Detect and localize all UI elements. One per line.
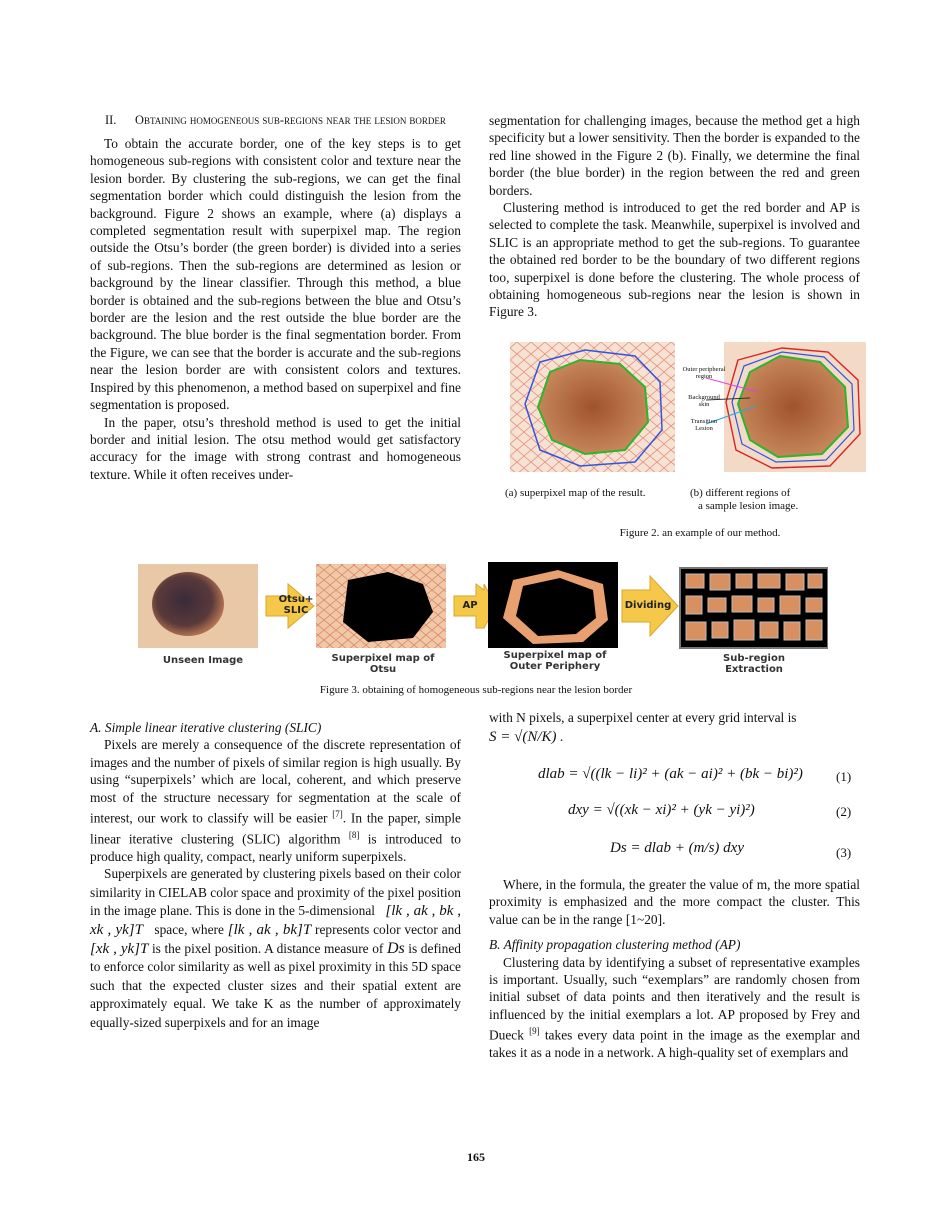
section-title: Obtaining homogeneous sub-regions near the lesion border — [135, 113, 446, 127]
section-2-continued — [489, 112, 860, 321]
arrow1-line1: Otsu+ — [278, 594, 314, 605]
section-number: II. — [105, 113, 117, 127]
arrow1-line2: SLIC — [283, 605, 309, 616]
ap-label: AP — [462, 600, 478, 611]
paragraph: In the paper, otsu’s threshold method is used to get the initial border and initial lesion. The otsu method would get satisfactory accuracy for the image with strong contrast and homogeneous texture. While it often receives under- — [90, 414, 461, 482]
paragraph: Where, in the formula, the greater the value of m, the more spatial proximity is emphasized and the more compact the cluster. This value can be in the range [1~20]. — [489, 877, 860, 927]
paragraph: Clustering method is introduced to get the red border and AP is selected to complete the task. Meanwhile, superpixel is involved and SLIC is an appropriate method to get the sub-regions. To guarantee the obtained red border to be the boundary of two different regions too, superpixel is done before the clustering. The whole process of obtaining homogeneous sub-regions near the lesion is shown in Figure 3. — [489, 200, 860, 320]
paragraph — [90, 865, 461, 1032]
figure-3 — [138, 560, 828, 680]
figure-2b-caption-line2: a sample lesion image. — [698, 500, 799, 512]
paragraph: To obtain the accurate border, one of the key steps is to get homogeneous sub-regions with consistent color and texture near the lesion border. By clustering the sub-regions, we can get the final segmentation border which could distinguish the lesion from the background. Figure 2 shows an example, where (a) displays a completed segmentation result with superpixel map. The region outside the Otsu’s border (the green border) is divided into a series of sub-regions. Then the sub-regions are determined as lesion or background by the linear classifier. Through this method, a blue border is obtained and the sub-regions between the blue and Otsu’s border are the lesion and the rest outside the blue border are the background. The blue border is the final segmentation border. From the Figure, we can see that the border is accurate and the sub-regions near the lesion border are with consistent colors and textures. Inspired by this phenomenon, a method based on superpixel and fine segmentation is proposed. — [90, 136, 461, 413]
section-2 — [90, 112, 461, 483]
figure-2b-caption-line1: (b) different regions of — [690, 487, 791, 499]
figure-2-caption: Figure 2. an example of our method. — [619, 527, 781, 539]
step4-label-line1: Sub-region — [723, 653, 785, 664]
text: Superpixels are generated by clustering pixels based on their color similarity in CIELAB color space and proximity of the pixel position in the image plane. This is done in the 5-dimensional — [90, 866, 461, 919]
section-a — [90, 719, 461, 1033]
text: represents color vector and — [315, 921, 461, 937]
step3-label-line1: Superpixel map of — [503, 650, 607, 661]
figure-2 — [510, 342, 866, 472]
section-2-heading — [90, 112, 461, 129]
color-vector: [lk , ak , bk]T — [227, 921, 312, 938]
s-formula: S = √(N/K) — [489, 729, 557, 746]
outer-periphery-label — [490, 650, 620, 672]
unseen-image-label: Unseen Image — [162, 655, 244, 666]
outer-region-label: Outer peripheral region — [682, 366, 726, 380]
distance-symbol: Ds — [386, 939, 405, 957]
text: . In the paper, simple linear iterative clustering (SLIC) algorithm — [90, 810, 461, 847]
text: is defined to enforce color similarity as well as pixel proximity in this 5D space such that the expected cluster sizes and their spatial extent are approximately equal. We take K as the number of approximately equally-sized superpixels and for an image — [90, 940, 461, 1030]
figure-2a-caption: (a) superpixel map of the result. — [505, 487, 646, 499]
paragraph — [90, 736, 461, 865]
dividing-label: Dividing — [624, 600, 672, 611]
vector-5d: [lk , ak , bk , xk , yk]T — [90, 903, 461, 938]
section-a-heading: A. Simple linear iterative clustering (SLIC) — [90, 720, 322, 735]
otsu-border — [538, 360, 648, 454]
equation-1: dlab = √((lk − li)² + (ak − ai)² + (bk − bi)²) — [538, 766, 803, 782]
text: Clustering data by identifying a subset of representative examples is important. Usually, such “exemplars” are randomly chosen from initial subset of data points and then iteratively and the result is influenced by the initial exemplars a lot. AP proposed by Frey and Dueck — [489, 954, 860, 1043]
text: Pixels are merely a consequence of the discrete representation of images and the number of pixels of similar region is high usually. By using “superpixels’ which are local, coherent, and which preserve most of the structure necessary for segmentation at the scale of interest, our work to classify will be easier — [90, 737, 461, 826]
text: space, where — [154, 921, 224, 937]
section-a-end — [489, 876, 860, 1062]
citation: [7] — [332, 809, 343, 820]
figure-3-caption: Figure 3. obtaining of homogeneous sub-regions near the lesion border — [319, 684, 633, 696]
paragraph: segmentation for challenging images, because the method get a high specificity but a lower sensitivity. Then the border is expanded to the red line showed in the Figure 2 (b). Finally, we determine the final border (the blue border) in the region between the red and green borders. — [489, 113, 860, 198]
otsu-map-label — [318, 653, 448, 675]
transition-label: Transition Lesion — [690, 418, 718, 432]
equation-2: dxy = √((xk − xi)² + (yk − yi)²) — [568, 802, 755, 818]
paragraph — [489, 954, 860, 1062]
text: is the pixel position. A distance measure of — [151, 940, 384, 956]
citation: [9] — [529, 1026, 540, 1037]
sub-region-label — [694, 653, 814, 675]
equation-2-number: (2) — [836, 804, 852, 819]
section-b-heading: B. Affinity propagation clustering method (AP) — [489, 937, 741, 953]
text: is introduced to produce high quality, compact, nearly uniform superpixels. — [90, 831, 461, 864]
paragraph: with N pixels, a superpixel center at every grid interval is — [489, 710, 797, 725]
otsu-slic-label — [276, 594, 316, 616]
equation-3-number: (3) — [836, 845, 852, 860]
section-a-continued — [489, 709, 860, 747]
citation: [8] — [348, 829, 360, 840]
text: takes every data point in the image as the exemplar and takes it as a node in a network. A high-quality set of exemplars and — [489, 1027, 860, 1061]
step2-label-line2: Otsu — [369, 664, 397, 675]
equation-3: Ds = dlab + (m/s) dxy — [610, 840, 744, 856]
position-vector: [xk , yk]T — [90, 940, 149, 957]
background-label: Background skin — [688, 394, 720, 408]
equation-1-number: (1) — [836, 769, 852, 784]
grid-interval-formula: S = √(N/K) . — [489, 729, 564, 746]
page-number: 165 — [467, 1150, 485, 1164]
step2-label-line1: Superpixel map of — [331, 653, 435, 664]
step3-label-line2: Outer Periphery — [509, 661, 601, 672]
step4-label-line2: Extraction — [725, 664, 783, 675]
